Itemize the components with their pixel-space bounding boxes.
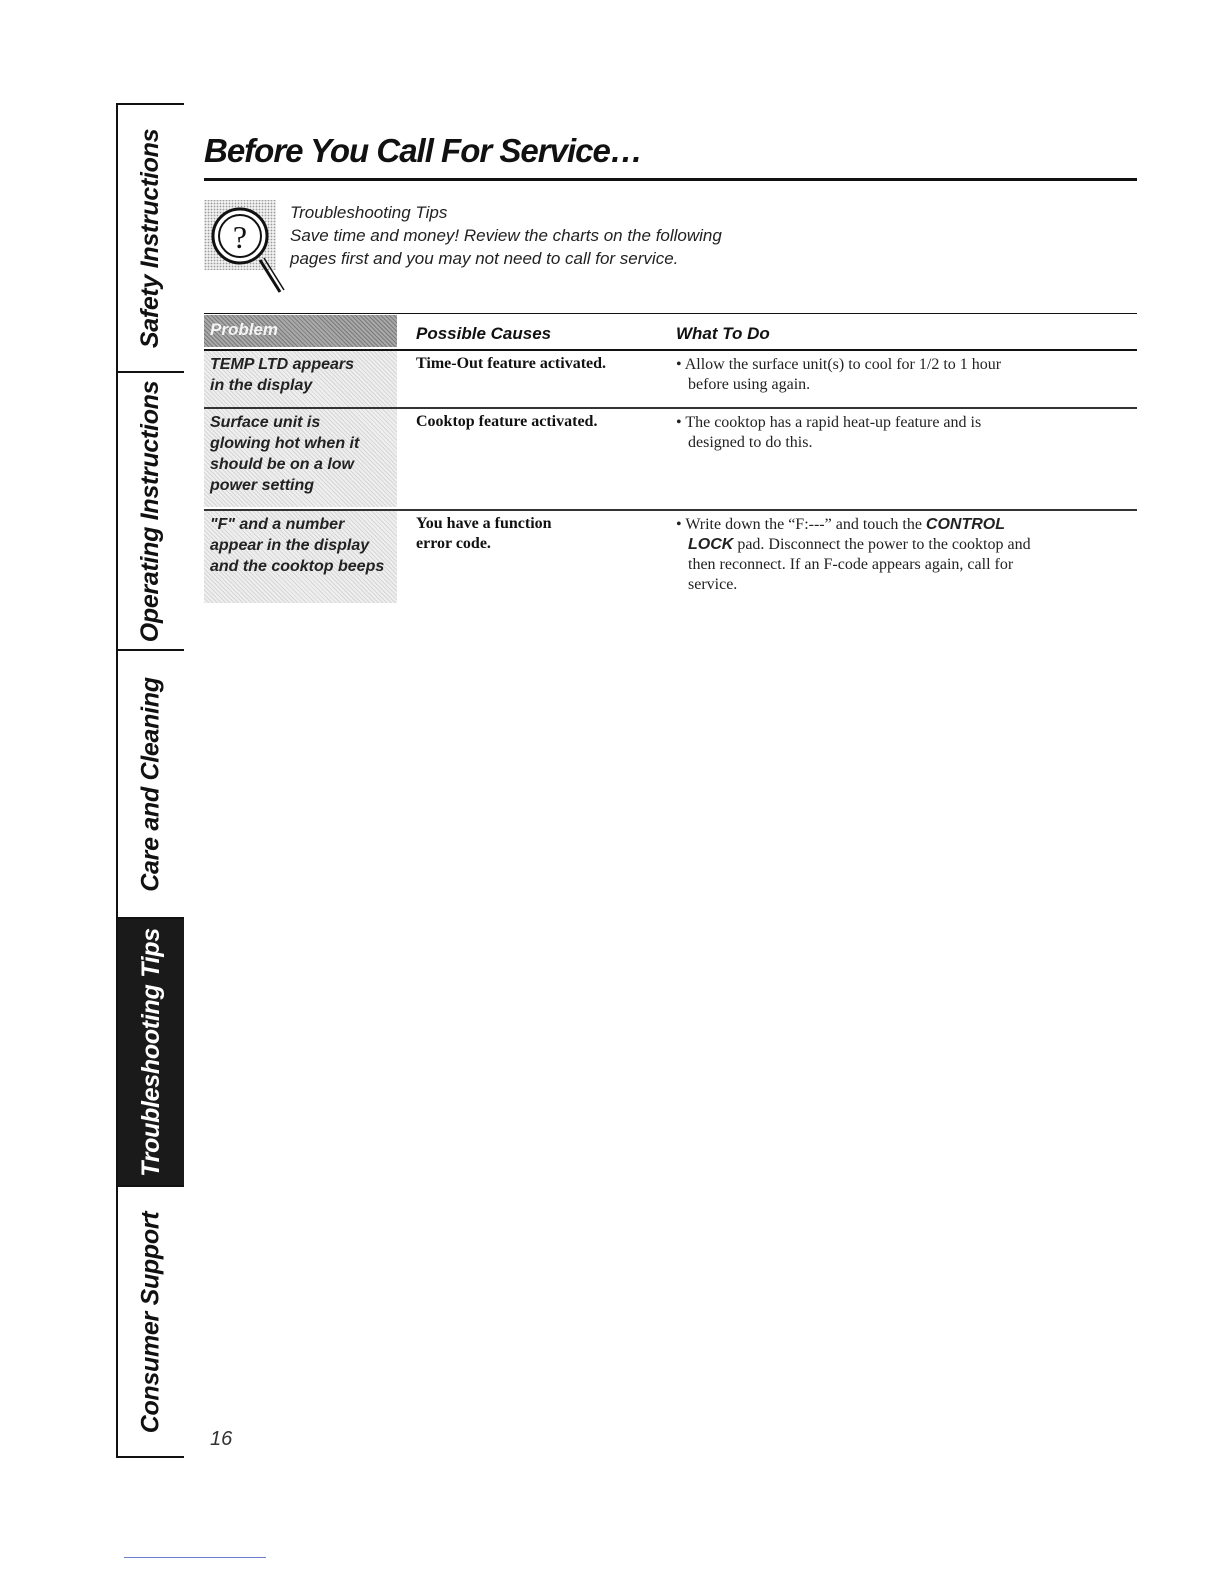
bottom-rule — [124, 1557, 266, 1558]
cause-cell — [416, 412, 666, 432]
tab-label: Care and Cleaning — [136, 676, 165, 892]
tab-consumer-support[interactable] — [118, 1187, 184, 1457]
page-title: Before You Call For Service… — [204, 132, 642, 169]
what-to-do-cell — [676, 515, 1136, 595]
problem-line: should be on a low — [210, 456, 354, 473]
tab-operating-instructions[interactable] — [118, 373, 184, 651]
todo-line: • The cooktop has a rapid heat-up feature and is — [676, 414, 982, 431]
table-row — [204, 409, 1137, 507]
cause-line: You have a function — [416, 515, 552, 532]
table-row — [204, 351, 1137, 407]
problem-cell — [204, 351, 397, 407]
tab-troubleshooting-tips[interactable] — [118, 919, 184, 1187]
problem-line: Surface unit is — [210, 414, 321, 431]
tab-label: Operating Instructions — [136, 380, 165, 642]
svg-text:?: ? — [232, 219, 248, 255]
todo-line: service. — [688, 576, 738, 593]
tab-label: Troubleshooting Tips — [136, 927, 165, 1177]
cause-cell — [416, 514, 666, 554]
troubleshooting-tips-intro — [290, 201, 810, 270]
tips-line: pages first and you may not need to call for service. — [290, 249, 679, 268]
todo-line: • Allow the surface unit(s) to cool for 1/2 to 1 hour — [676, 356, 1002, 373]
todo-text: • Write down the “F:---” and touch the — [676, 516, 926, 533]
tab-care-and-cleaning[interactable] — [118, 651, 184, 919]
problem-cell — [204, 511, 397, 603]
problem-line: TEMP LTD appears — [210, 356, 355, 373]
table-row — [204, 511, 1137, 603]
todo-line — [676, 515, 1136, 535]
todo-text: pad. Disconnect the power to the cooktop and — [733, 536, 1031, 553]
todo-line: designed to do this. — [688, 434, 813, 451]
problem-cell — [204, 409, 397, 507]
header-possible-causes: Possible Causes — [416, 324, 552, 343]
todo-line: before using again. — [688, 376, 811, 393]
problem-line: glowing hot when it — [210, 435, 360, 452]
tab-label: Safety Instructions — [136, 128, 165, 348]
todo-line: then reconnect. If an F-code appears again, call for — [688, 556, 1014, 573]
tips-line: Save time and money! Review the charts on the following — [290, 226, 722, 245]
title-divider — [204, 178, 1137, 181]
what-to-do-cell — [676, 413, 1136, 453]
tab-safety-instructions[interactable] — [118, 105, 184, 373]
cause-cell — [416, 354, 666, 374]
header-problem: Problem — [204, 315, 397, 347]
tab-label: Consumer Support — [136, 1211, 165, 1433]
problem-line: power setting — [210, 477, 315, 494]
todo-line — [676, 535, 1136, 555]
problem-line: appear in the display — [210, 537, 370, 554]
magnifier-question-icon — [204, 196, 290, 300]
control-lock-label: CONTROL — [925, 516, 1006, 533]
table-top-rule — [204, 313, 1137, 314]
cause-line: Time-Out feature activated. — [416, 355, 607, 372]
cause-line: Cooktop feature activated. — [416, 413, 598, 430]
what-to-do-cell — [676, 355, 1136, 395]
control-lock-label: LOCK — [688, 536, 734, 553]
problem-line: "F" and a number — [210, 516, 345, 533]
problem-line: in the display — [210, 377, 313, 394]
problem-line: and the cooktop beeps — [210, 558, 385, 575]
cause-line: error code. — [416, 535, 491, 552]
section-tabs — [116, 103, 184, 1458]
header-what-to-do: What To Do — [676, 324, 770, 343]
tips-heading: Troubleshooting Tips — [290, 203, 448, 222]
page-number: 16 — [210, 1428, 233, 1450]
